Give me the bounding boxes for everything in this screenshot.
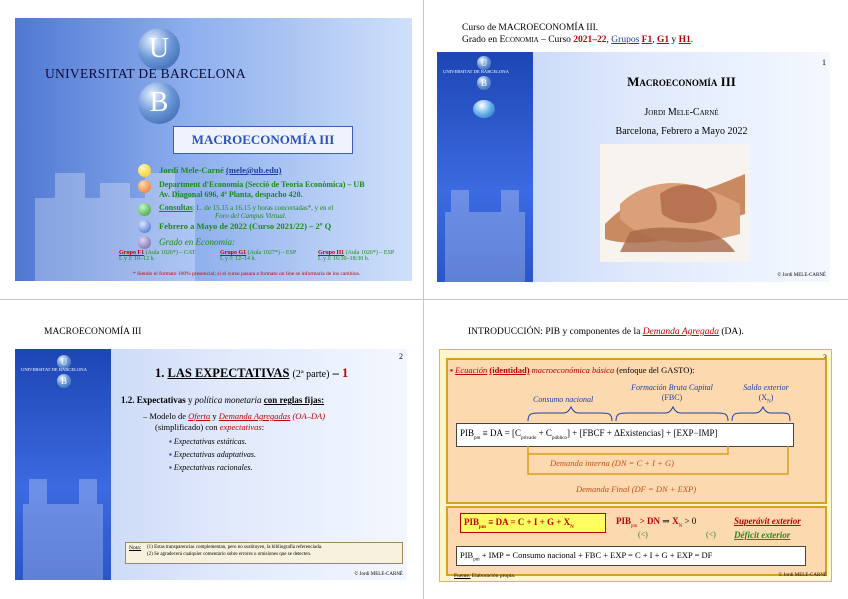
building-watermark (437, 182, 533, 282)
main-eq-rest-c: ] + [FBCF + ΔExistencias] + [EXP−IMP] (566, 428, 718, 438)
slide3-title-main: LAS EXPECTATIVAS (167, 366, 290, 380)
ub-logo-small-b: B (57, 374, 71, 388)
label-saldo-3: ) (770, 393, 774, 402)
hands-image (600, 144, 750, 262)
group-h1 (318, 250, 394, 262)
slide1-footnote: * Siendo el formato 100% presencial; si el curso pasara a formato on line se informaría de los cambios. (133, 271, 361, 277)
course-title: MACROECONOMÍA III (191, 132, 335, 147)
list-item-text: Expectativas estáticas. (173, 437, 247, 446)
model-oada: (OA–DA) (292, 411, 326, 421)
label-saldo (731, 383, 801, 408)
eq-title-b: (identidad) (489, 365, 530, 375)
section-mid: y (185, 395, 195, 405)
ub-logo-u: U (138, 28, 180, 70)
pib-eq-b: ≡ DA = C + I + G + X (485, 517, 571, 527)
superavit: Superávit exterior (734, 516, 801, 526)
label-saldo-1: Saldo exterior (743, 383, 789, 392)
header-text-c: – Curso (538, 35, 574, 45)
slide2-author: Jordi Mele-Carné (644, 107, 719, 118)
model-line2-c: : (261, 422, 265, 432)
label-consumo: Consumo nacional (533, 395, 594, 404)
main-eq-rest-b: + C (536, 428, 552, 438)
slide3-model-line1 (143, 411, 325, 421)
consultas-line2: Foro del Campus Virtual. (215, 212, 287, 220)
main-eq-sub: pm (474, 435, 481, 441)
demanda-final: Demanda Final (DF = DN + EXP) (576, 484, 697, 494)
group-h1-time: L y J: 16:30–18:30 h. (318, 256, 370, 262)
university-name: UNIVERSITAT DE BARCELONA (45, 66, 246, 81)
header-g2: G1 (656, 35, 670, 45)
label-fbc-1: Formación Bruta Capital (631, 383, 713, 392)
eq-title-c: macroeconómica básica (531, 365, 615, 375)
label-fbc (622, 383, 722, 403)
group-f1-title: Grupo F1 (119, 250, 145, 256)
slide3-list (169, 435, 256, 474)
header-comma: , (652, 35, 655, 45)
author-name: Jordi Mele-Carné (159, 165, 224, 175)
building-watermark (15, 469, 111, 580)
slide3-title-one: 1 (341, 366, 349, 380)
cond-d: > 0 (682, 516, 697, 526)
model-y: y (210, 411, 219, 421)
eq-title-a: Ecuación (455, 365, 488, 375)
header-text-a: Grado en (462, 35, 500, 45)
main-eq-rest-a: ≡ DA = [C (480, 428, 522, 438)
slide2-header (462, 22, 693, 46)
group-h1-title: Grupo H1 (318, 250, 345, 256)
department-line2: Av. Diagonal 696, 4ª Planta, despacho 420. (159, 190, 303, 199)
group-f1-aula: (Aula 1026*) – CAT (145, 250, 196, 256)
ub-logo-small-u: U (477, 56, 491, 70)
main-eq-sub3: público (551, 435, 567, 441)
slide3-title-dash: – (332, 366, 339, 380)
label-saldo-sub: N (767, 399, 771, 405)
slide2-copyright: © Jordi MELE-CARNÉ (777, 273, 826, 278)
ub-logo-b: B (138, 82, 180, 124)
header-end: . (690, 35, 694, 45)
section-italic: política monetaria (194, 395, 262, 405)
bullet-blue-icon (138, 220, 151, 233)
cond-a: PIB (616, 516, 632, 526)
list-item-text: Expectativas racionales. (173, 463, 253, 472)
lt-2: (<) (706, 530, 716, 539)
ub-logo-small-u: U (57, 355, 71, 369)
list-item: ▪ Expectativas estáticas. (169, 437, 247, 446)
slide3-page-number: 2 (399, 352, 403, 361)
fuente-label: Fuente: (454, 573, 471, 579)
slide3-copyright: © Jordi MELE-CARNÉ (354, 572, 403, 577)
label-fbc-2: (FBC) (661, 393, 683, 402)
cond-sub2: N (678, 523, 683, 529)
list-item: ▪ Expectativas racionales. (169, 463, 253, 472)
slide3-title-num: 1. (155, 366, 165, 380)
bullet-purple-icon (138, 236, 151, 249)
list-item: ▪ Expectativas adaptativas. (169, 450, 257, 459)
header-sep: , (606, 35, 612, 45)
fuente (454, 573, 515, 579)
consultas-label: Consultas (159, 203, 193, 212)
slide4-eq-title: ▪ Ecuación (identidad) macroeconómica básica (enfoque del GASTO): (450, 365, 695, 375)
section-end: con reglas fijas: (263, 395, 325, 405)
slide2-header-line2 (462, 34, 693, 46)
author-line (159, 165, 281, 175)
eq-title-d: (enfoque del GASTO): (614, 365, 695, 375)
slide4-header (468, 327, 744, 337)
group-g1-aula: (Aula 1027*) – ESP (247, 250, 297, 256)
section-label: 1.2. Expectativas (121, 395, 186, 405)
slide4-header-a: INTRODUCCIÓN: PIB y componentes de la (468, 327, 643, 337)
slide2-sphere-icon (473, 100, 495, 118)
group-g1-title: Grupo G1 (220, 250, 247, 256)
horizontal-divider (0, 299, 848, 300)
bullet-green-icon (138, 203, 151, 216)
lt-1: (<) (638, 530, 648, 539)
bullet-yellow-icon (138, 164, 151, 177)
list-item-text: Expectativas adaptativas. (173, 450, 257, 459)
group-g1-time: L y J: 12–14 h. (220, 256, 256, 262)
group-f1-time: L y J: 10–12 h. (119, 256, 155, 262)
dates-line: Febrero a Mayo de 2022 (Curso 2021/22) – 2º Q (159, 221, 332, 231)
last-eq-a: PIB (460, 550, 474, 560)
slide2-title: Macroeconomía III (627, 74, 736, 89)
slide4-header-b: Demanda Agregada (642, 327, 719, 337)
model-dash: – (143, 411, 148, 421)
slide-1[interactable] (15, 18, 412, 281)
slide3-title-part: (2ª parte) (292, 369, 330, 380)
slide3-nota-label: Nota: (129, 545, 142, 551)
header-text-b: Economia (499, 35, 539, 45)
model-a: Modelo de (149, 411, 189, 421)
header-and: y (671, 35, 677, 45)
slide-3[interactable] (15, 349, 407, 580)
demanda-interna-text: Demanda interna (DN = C + I + G) (550, 458, 674, 468)
group-h1-aula: (Aula 1026*) – ESP (345, 250, 395, 256)
last-eq (460, 550, 712, 563)
ub-logo-small-b: B (477, 76, 491, 90)
model-line2-b: expectativas (219, 422, 262, 432)
slide3-section (121, 395, 324, 405)
slide3-header: MACROECONOMÍA III (44, 327, 142, 337)
slide3-model-line2 (155, 422, 264, 432)
pib-eq-sub2: N (570, 524, 574, 530)
cond-arrow: ⇒ (662, 516, 670, 526)
slide3-university: UNIVERSITAT DE BARCELONA (21, 367, 87, 372)
slide3-nota-line2: (2) Se agradecerá cualquier comentario sobre errores u omisiones que se detecten. (147, 552, 312, 557)
slide-4[interactable] (439, 349, 832, 582)
author-email[interactable]: (mele@ub.edu) (226, 165, 282, 175)
header-groups: Grupos (611, 35, 640, 45)
department-line1: Department d'Economia (Secció de Teoria Econòmica) – UB (159, 180, 365, 189)
last-eq-sub: pm (473, 557, 480, 563)
bullet-orange-icon (138, 180, 151, 193)
model-oferta: Oferta (188, 411, 211, 421)
model-line2-a: (simplificado) con (155, 422, 220, 432)
main-eq-pib: PIB (460, 428, 475, 438)
degree-line: Grado en Economía: (159, 237, 235, 247)
consultas-text: : L. de 15.15 a 16.15 y horas concertadas*, y en el (192, 204, 334, 212)
pib-eq-a: PIB (464, 517, 480, 527)
header-year: 2021–22 (573, 35, 607, 45)
header-g1: F1 (641, 35, 653, 45)
cond-c: X (672, 516, 679, 526)
slide2-university: UNIVERSITAT DE BARCELONA (443, 69, 509, 74)
cond-b: > DN (637, 516, 661, 526)
slide2-header-line1: Curso de MACROECONOMÍA III. (462, 23, 599, 33)
slide4-header-c: (DA). (718, 327, 744, 337)
slide2-page-number: 1 (822, 58, 826, 67)
condition-line (616, 516, 696, 529)
label-saldo-2: (X (758, 393, 768, 402)
model-demanda: Demanda Agregadas (218, 411, 291, 421)
deficit: Déficit exterior (734, 530, 791, 540)
pib-eq-sub: pm (479, 524, 486, 530)
header-g3: H1 (678, 35, 691, 45)
brace-marks (440, 405, 831, 425)
slide-2[interactable] (437, 52, 830, 282)
main-eq (460, 428, 718, 441)
group-f1 (119, 250, 195, 262)
slide2-place-dates: Barcelona, Febrero a Mayo 2022 (615, 126, 748, 137)
slide3-title (155, 366, 348, 381)
pib-eq (464, 517, 574, 530)
group-g1 (220, 250, 296, 262)
consultas-line1 (159, 203, 333, 212)
slide4-copyright: © Jordi MELE-CARNÉ (778, 573, 827, 578)
main-eq-sub2: privado (521, 435, 537, 441)
fuente-text: Elaboración propia. (470, 573, 516, 579)
cond-sub: pm (631, 523, 638, 529)
last-eq-b: + IMP = Consumo nacional + FBC + EXP = C + I + G + EXP = DF (479, 550, 713, 560)
demanda-interna (550, 458, 674, 468)
slide3-nota-line1: (1) Estas transparencias complementan, pero no sustituyen, la bibliografía referenciada. (147, 545, 323, 550)
